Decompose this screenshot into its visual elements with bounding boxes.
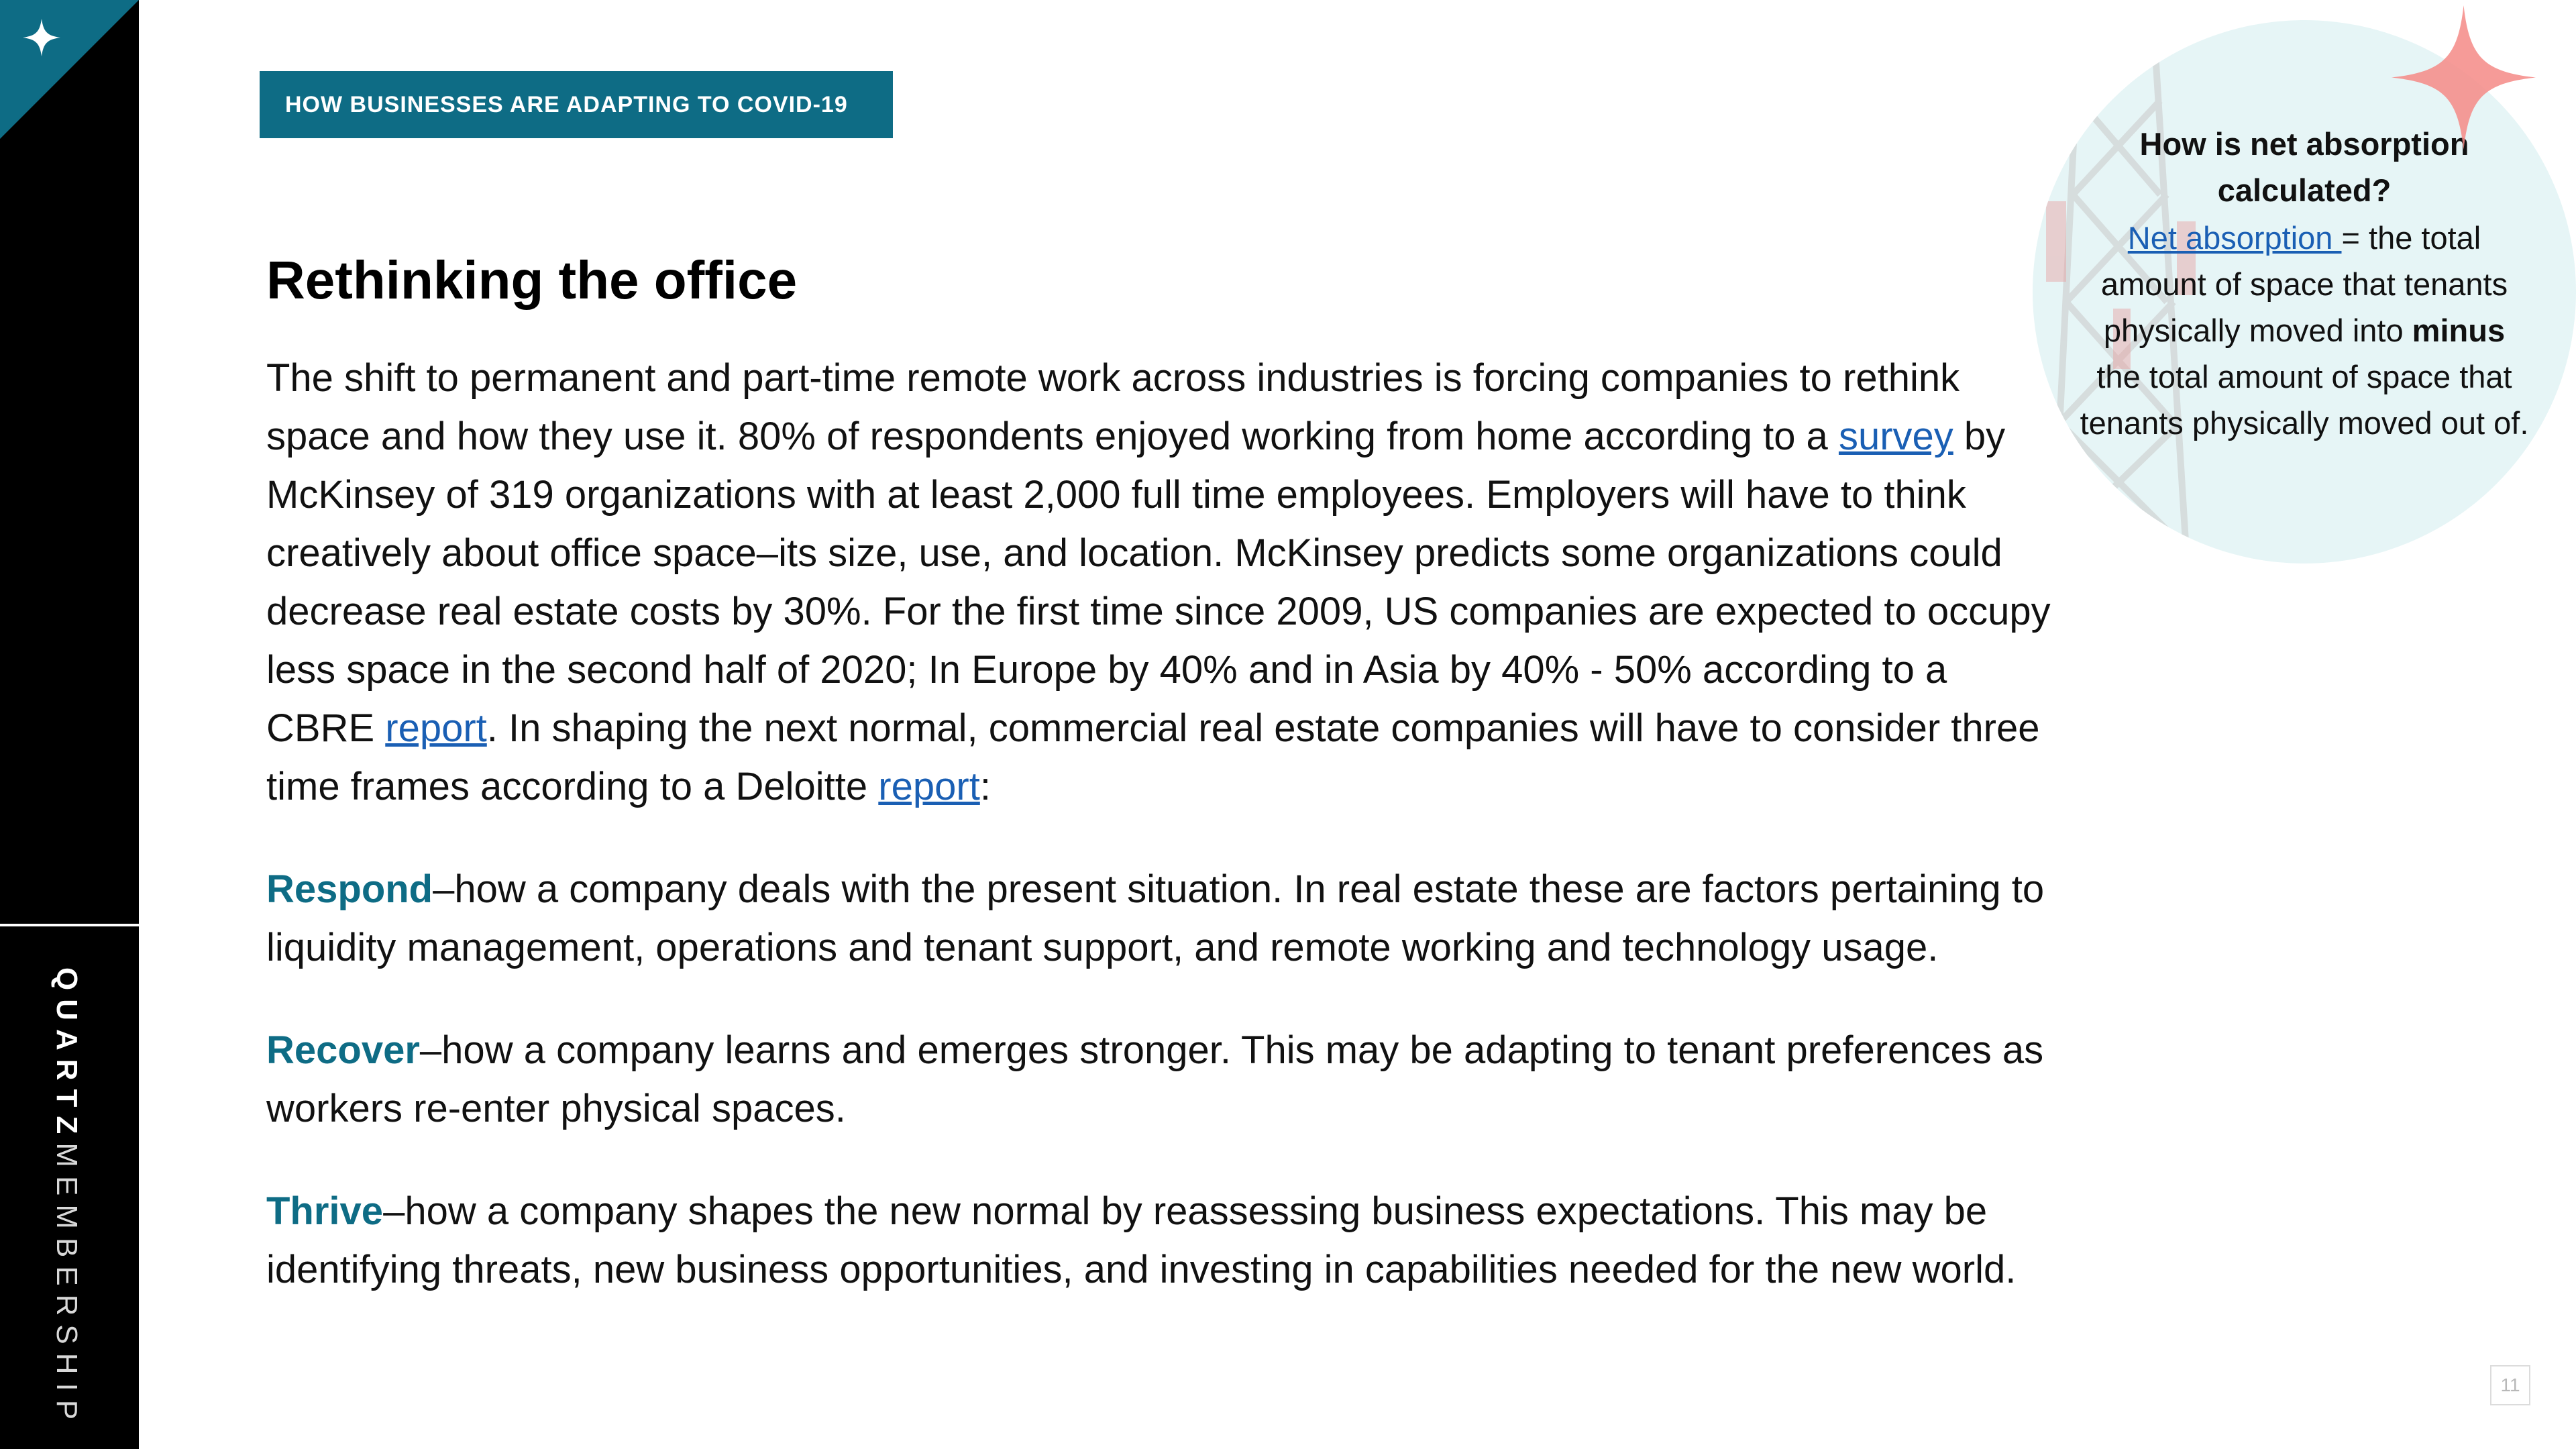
intro-paragraph — [266, 349, 2064, 816]
thrive-keyword: Thrive — [266, 1189, 384, 1233]
intro-text-4: : — [979, 765, 991, 808]
survey-link[interactable]: survey — [1838, 415, 1953, 458]
brand-bold: QUARTZ — [50, 967, 83, 1143]
recover-keyword: Recover — [266, 1028, 420, 1072]
callout-definition — [2080, 215, 2529, 446]
recover-text: –how a company learns and emerges stronger. This may be adapting to tenant preferences as workers re-enter physical spaces. — [266, 1028, 2044, 1130]
net-absorption-link[interactable]: Net absorption — [2127, 220, 2342, 256]
article-body — [266, 349, 2064, 1343]
sidebar-divider — [0, 924, 139, 926]
intro-text-2: by McKinsey of 319 organizations with at least 2,000 full time employees. Employers will have to think creatively about office space–its size, use, and location. McKinsey predicts some organizations could decrease real estate costs by 30%. For the first time since 2009, US companies are expected to occupy less space in the second half of 2020; In Europe by 40% and in Asia by 40% - 50% according to a CBRE — [266, 415, 2051, 750]
sparkle-icon — [2392, 5, 2536, 150]
thrive-text: –how a company shapes the new normal by reassessing business expectations. This may be identifying threats, new business opportunities, and investing in capabilities needed for the new world. — [266, 1189, 2017, 1291]
corner-accent — [0, 0, 139, 139]
sidebar — [0, 0, 139, 1449]
brand-wordmark — [50, 967, 83, 1428]
intro-text-3: . In shaping the next normal, commercial real estate companies will have to consider three time frames according to a Deloitte — [266, 706, 2040, 808]
callout-text-1: = the total amount of space that tenants physically moved into — [2100, 220, 2508, 348]
page-number: 11 — [2490, 1365, 2530, 1405]
thrive-paragraph — [266, 1182, 2064, 1299]
sparkle-icon — [23, 19, 60, 56]
respond-text: –how a company deals with the present situation. In real estate these are factors pertaining to liquidity management, operations and tenant support, and remote working and technology usage. — [266, 867, 2045, 969]
callout-text-2: the total amount of space that tenants physically moved out of. — [2080, 359, 2529, 441]
respond-keyword: Respond — [266, 867, 433, 911]
callout-text — [2080, 121, 2529, 446]
recover-paragraph — [266, 1021, 2064, 1138]
cbre-report-link[interactable]: report — [385, 706, 487, 750]
callout-question: How is net absorption calculated? — [2139, 126, 2469, 208]
deloitte-report-link[interactable]: report — [878, 765, 980, 808]
callout-bold: minus — [2412, 313, 2506, 348]
respond-paragraph — [266, 860, 2064, 977]
page-title: Rethinking the office — [266, 250, 798, 310]
section-tag: HOW BUSINESSES ARE ADAPTING TO COVID-19 — [260, 71, 893, 138]
intro-text-1: The shift to permanent and part-time remote work across industries is forcing companies to rethink space and how they use it. 80% of respondents enjoyed working from home according to a — [266, 356, 1960, 458]
brand-light: MEMBERSHIP — [50, 1142, 83, 1429]
